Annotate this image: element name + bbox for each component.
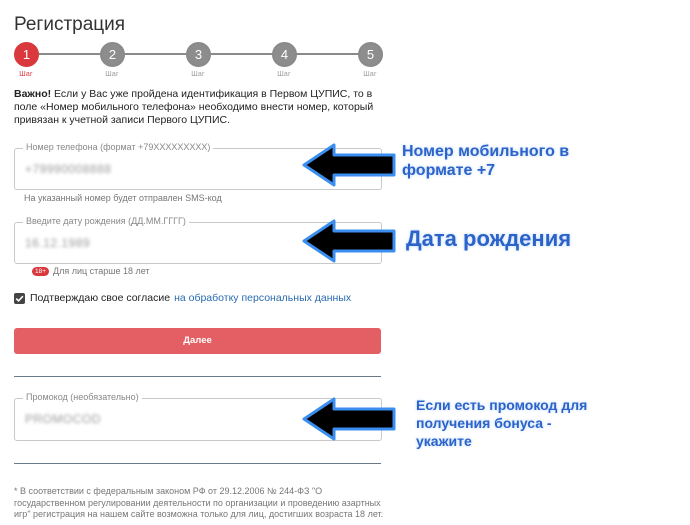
promo-annotation-line1: Если есть промокод для bbox=[416, 397, 588, 413]
step-label: Шаг bbox=[105, 71, 119, 78]
step-number: 5 bbox=[358, 42, 383, 67]
phone-input-value[interactable]: +79990008888 bbox=[25, 162, 112, 176]
step-1 bbox=[14, 42, 38, 78]
promo-annotation-line3: укажите bbox=[416, 433, 472, 449]
step-label: Шаг bbox=[191, 71, 205, 78]
birth-annotation: Дата рождения bbox=[406, 226, 572, 251]
divider bbox=[14, 376, 381, 377]
step-3 bbox=[186, 42, 210, 78]
step-2 bbox=[100, 42, 124, 78]
step-label: Шаг bbox=[277, 71, 291, 78]
promo-field-label: Промокод (необязательно) bbox=[23, 392, 142, 402]
consent-checkbox[interactable] bbox=[14, 293, 25, 304]
personal-data-link[interactable]: на обработку персональных данных bbox=[174, 292, 352, 304]
promo-annotation bbox=[416, 396, 587, 450]
step-5 bbox=[358, 42, 382, 78]
age-hint bbox=[32, 266, 150, 276]
next-button[interactable]: Далее bbox=[14, 328, 381, 354]
step-4 bbox=[272, 42, 296, 78]
phone-annotation-line2: формате +7 bbox=[402, 162, 496, 179]
important-notice bbox=[14, 88, 386, 127]
promo-input-value[interactable]: PROMOCOD bbox=[25, 412, 101, 426]
step-label: Шаг bbox=[19, 71, 33, 78]
phone-hint: На указанный номер будет отправлен SMS-код bbox=[24, 193, 222, 203]
legal-footnote: * В соответствии с федеральным законом РФ от 29.12.2006 № 244-ФЗ "О государственном регулировании деятельности по организации и проведению азартных игр" регистрация на нашем сайте возможна только для лиц, достигших возраста 18 лет. bbox=[14, 486, 384, 519]
notice-text: Если у Вас уже пройдена идентификация в Первом ЦУПИС, то в поле «Номер мобильного телефона» необходимо внести номер, который привязан к учетной записи Первого ЦУПИС. bbox=[14, 88, 374, 126]
age-hint-text: Для лиц старше 18 лет bbox=[53, 266, 150, 276]
arrow-left-icon bbox=[300, 140, 400, 190]
registration-stepper bbox=[14, 42, 384, 82]
arrow-left-icon bbox=[300, 394, 400, 444]
arrow-left-icon bbox=[300, 216, 400, 266]
notice-bold: Важно! bbox=[14, 88, 52, 100]
consent-row bbox=[14, 292, 351, 304]
step-number: 3 bbox=[186, 42, 211, 67]
consent-text: Подтверждаю свое согласие bbox=[30, 292, 171, 304]
promo-annotation-line2: получения бонуса - bbox=[416, 415, 552, 431]
checkmark-icon bbox=[14, 293, 25, 304]
age-18-badge: 18+ bbox=[32, 267, 49, 276]
phone-annotation bbox=[402, 142, 569, 180]
divider bbox=[14, 463, 381, 464]
phone-annotation-line1: Номер мобильного в bbox=[402, 143, 570, 160]
step-number: 2 bbox=[100, 42, 125, 67]
step-number: 1 bbox=[14, 42, 39, 67]
phone-field-label: Номер телефона (формат +79XXXXXXXXX) bbox=[23, 142, 213, 152]
birthdate-field-label: Введите дату рождения (ДД.ММ.ГГГГ) bbox=[23, 216, 189, 226]
page-title: Регистрация bbox=[14, 14, 126, 35]
birthdate-input-value[interactable]: 16.12.1989 bbox=[25, 236, 91, 250]
step-number: 4 bbox=[272, 42, 297, 67]
step-label: Шаг bbox=[363, 71, 377, 78]
